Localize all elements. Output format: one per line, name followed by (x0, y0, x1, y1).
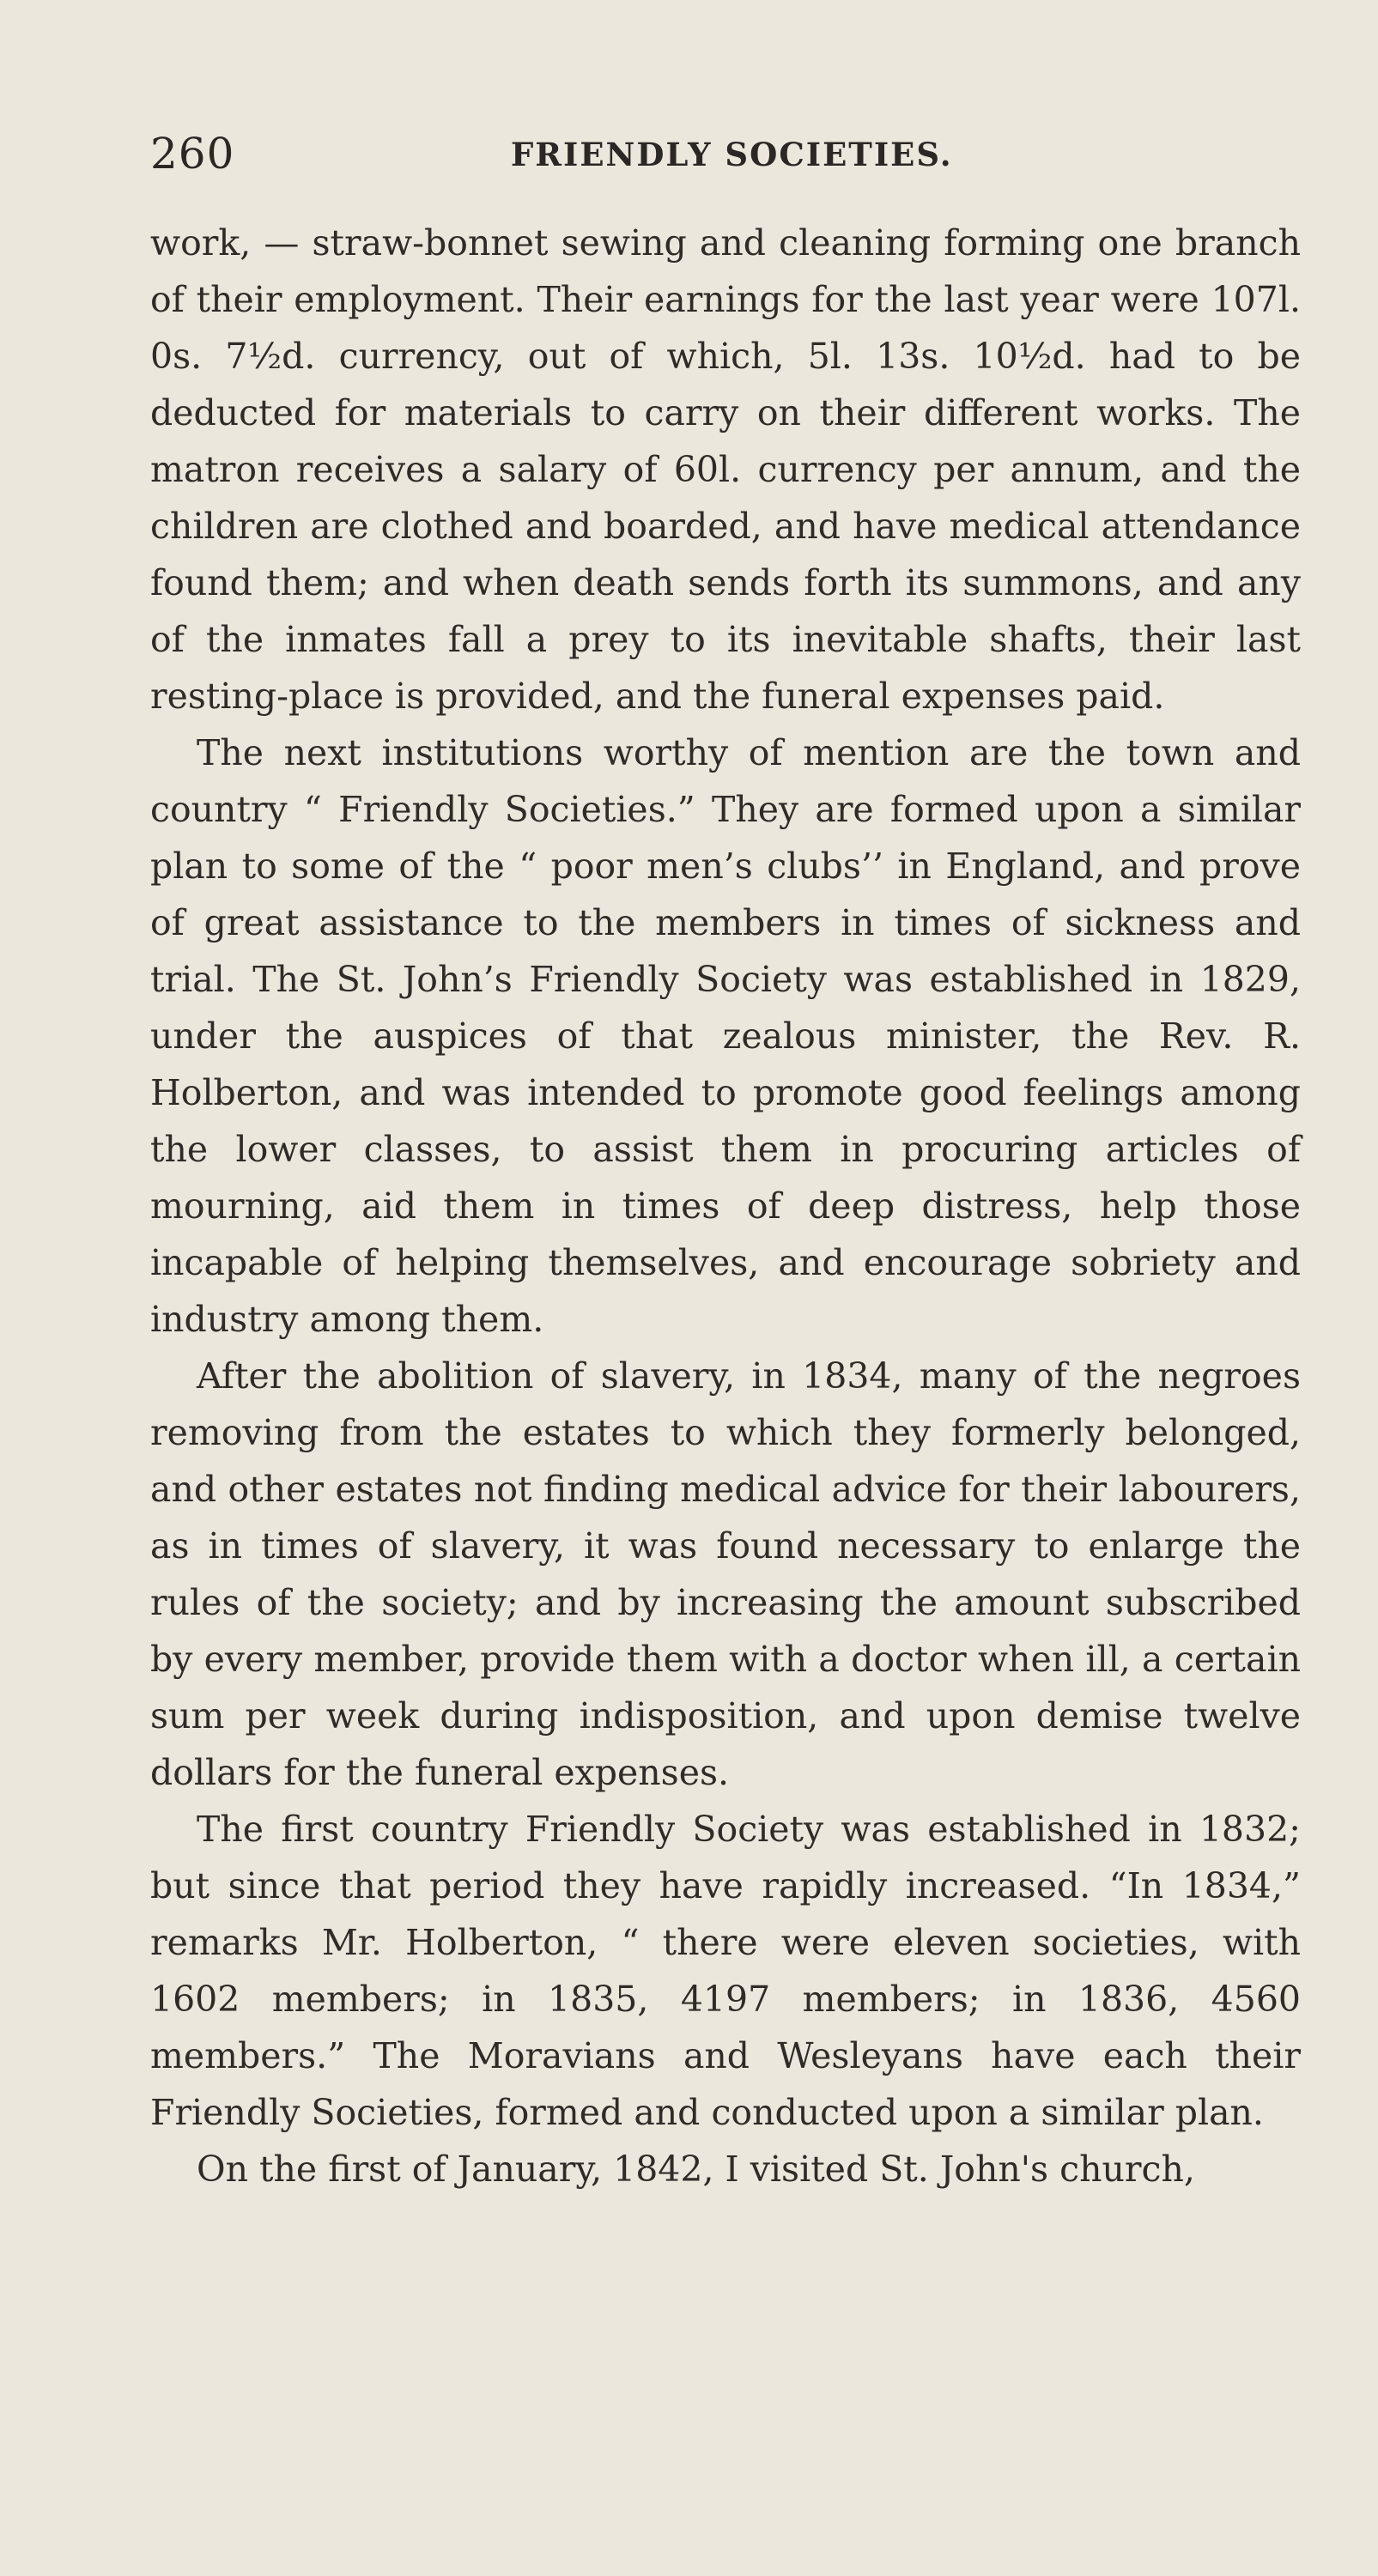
page-number: 260 (150, 129, 235, 179)
paragraph-friendly-societies: The next institutions worthy of mention are the town and country “ Friendly Societies.” They are formed upon a similar plan to some of the “ poor men’s clubs’’ in England, and prove of great assistance to the members in times of sickness and trial. The St. John’s Friendly Society was established in 1829, under the auspices of that zealous minister, the Rev. R. Holberton, and was intended to promote good feelings among the lower classes, to assist them in procuring articles of mourning, aid them in times of deep distress, help those incapable of helping themselves, and encourage sobriety and industry among them. (150, 732, 1301, 1340)
paragraph-church-visit: On the first of January, 1842, I visited St. John's church, (197, 2149, 1195, 2190)
paragraph-continuation: work, — straw-bonnet sewing and cleaning forming one branch of their employment. Their earnings for the last year were 107l. 0s. 7½d. currency, out of which, 5l. 13s. 10½d. had to be deducted for materials to carry on their different works. The matron receives a salary of 60l. currency per annum, and the children are clothed and boarded, and have medical attendance found them; and when death sends forth its summons, and any of the inmates fall a prey to its inevitable shafts, their last resting-place is provided, and the funeral expenses paid. (150, 222, 1301, 717)
paragraph-abolition: After the abolition of slavery, in 1834, many of the negroes removing from the estates to which they formerly belonged, and other estates not finding medical advice for their labourers, as in times of slavery, it was found necessary to enlarge the rules of the society; and by increasing the amount subscribed by every member, provide them with a doctor when ill, a certain sum per week during indisposition, and upon demise twelve dollars for the funeral expenses. (150, 1355, 1301, 1793)
paragraph-country-society: The first country Friendly Society was established in 1832; but since that period they have rapidly increased. “In 1834,” remarks Mr. Holberton, “ there were eleven societies, with 1602 members; in 1835, 4197 members; in 1836, 4560 members.” The Moravians and Wesleyans have each their Friendly Societies, formed and conducted upon a similar plan. (150, 1809, 1301, 2133)
running-title: FRIENDLY SOCIETIES. (511, 136, 953, 173)
body-text (150, 215, 1301, 2197)
page-header (150, 129, 1309, 189)
